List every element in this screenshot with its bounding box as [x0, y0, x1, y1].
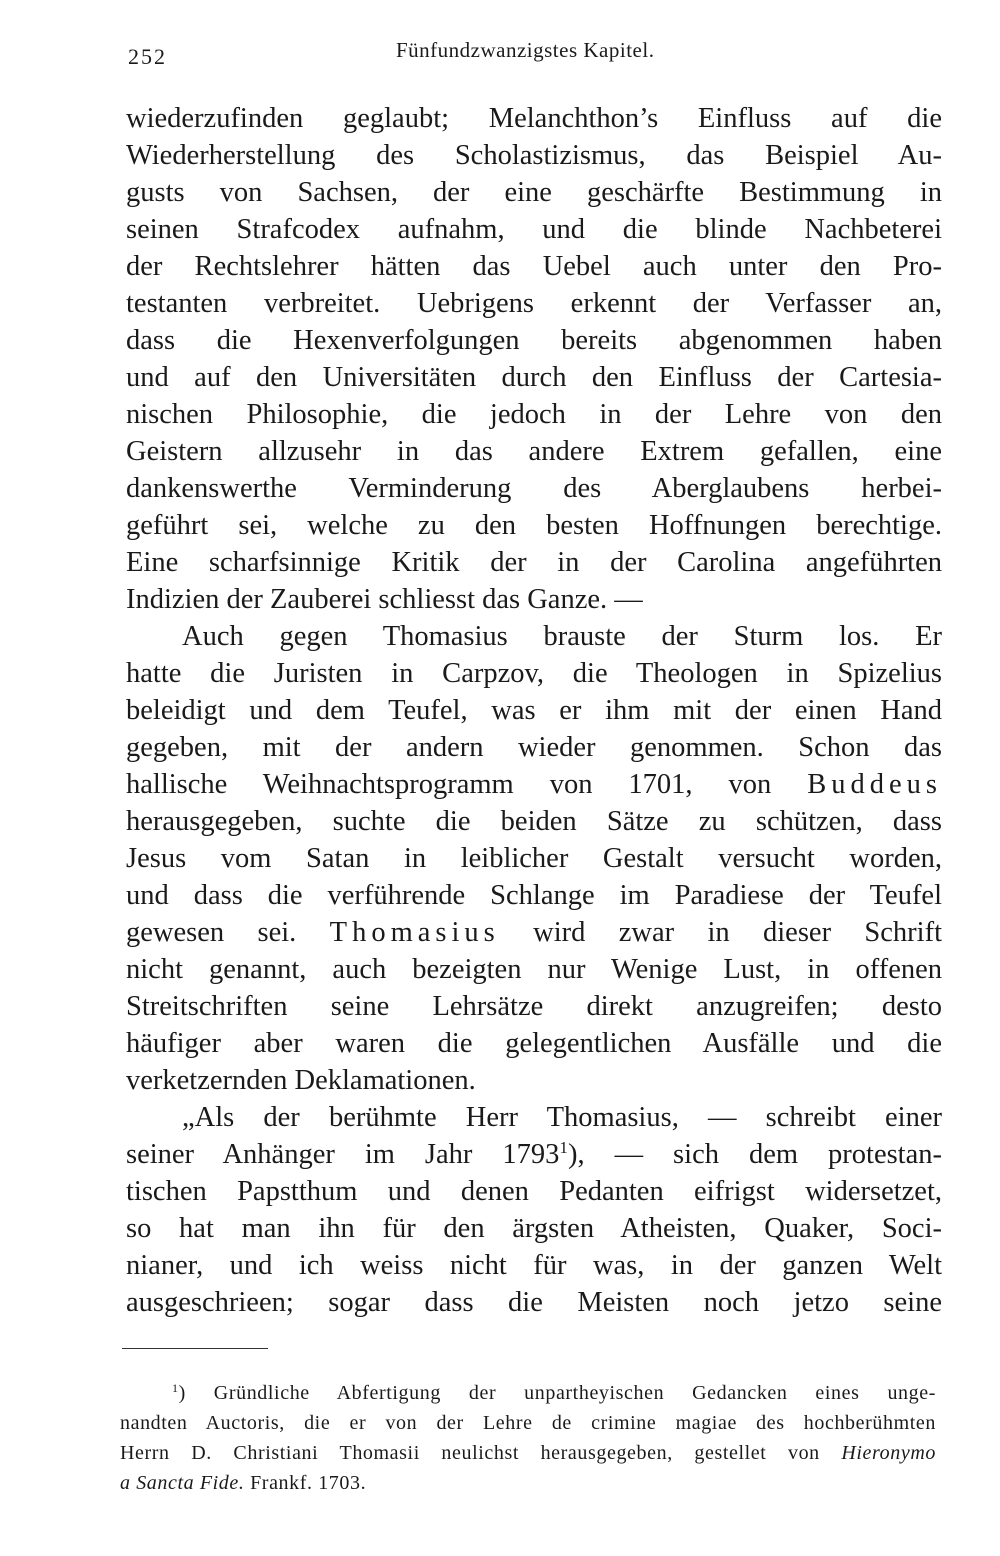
text-line: nianer, und ich weiss nicht für was, in der ganzen Welt: [126, 1250, 942, 1281]
text-line: tischen Papstthum und denen Pedanten eifrigst widersetzet,: [126, 1176, 942, 1207]
text-line: herausgegeben, suchte die beiden Sätze zu schützen, dass: [126, 806, 942, 837]
text-line: [126, 766, 942, 803]
text-fragment: gewesen sei.: [126, 917, 330, 948]
text-line: nicht genannt, auch bezeigten nur Wenige Lust, in offenen: [126, 954, 942, 985]
footnote-marker: 1: [172, 1380, 179, 1395]
main-text: [126, 100, 942, 1321]
text-line: so hat man ihn für den ärgsten Atheisten, Quaker, Soci-: [126, 1213, 942, 1244]
text-line: dankenswerthe Verminderung des Aberglaubens herbei-: [126, 473, 942, 504]
footnote-line: [120, 1438, 936, 1468]
text-fragment: ), — sich dem protestan-: [567, 1139, 942, 1170]
text-line: seinen Strafcodex aufnahm, und die blinde Nachbeterei: [126, 214, 942, 245]
footnote-divider: [122, 1348, 268, 1349]
footnote-reference: 1: [559, 1137, 568, 1157]
text-fragment: wird zwar in dieser Schrift: [499, 917, 942, 948]
text-fragment: Frankf. 1703.: [244, 1472, 367, 1494]
text-fragment: seiner Anhänger im Jahr 1793: [126, 1139, 560, 1170]
footnote-line: [120, 1468, 936, 1498]
footnotes: [120, 1378, 936, 1498]
footnote-line: [120, 1378, 936, 1408]
footnote-line: nandten Auctoris, die er von der Lehre de crimine magiae des hochberühmten: [120, 1412, 936, 1434]
italic-fragment: Hieronymo: [841, 1442, 936, 1464]
text-line: der Rechtslehrer hätten das Uebel auch unter den Pro-: [126, 251, 942, 282]
text-line: beleidigt und dem Teufel, was er ihm mit der einen Hand: [126, 695, 942, 726]
text-line: wiederzufinden geglaubt; Melanchthon’s Einfluss auf die: [126, 103, 942, 134]
text-line: Wiederherstellung des Scholastizismus, das Beispiel Au-: [126, 140, 942, 171]
text-line: [126, 1136, 942, 1173]
text-line: verketzernden Deklamationen.: [126, 1065, 476, 1096]
text-line: nischen Philosophie, die jedoch in der Lehre von den: [126, 399, 942, 430]
text-line: Jesus vom Satan in leiblicher Gestalt versucht worden,: [126, 843, 942, 874]
text-line: dass die Hexenverfolgungen bereits abgenommen haben: [126, 325, 942, 356]
paragraph-start-line: Auch gegen Thomasius brauste der Sturm los. Er: [182, 621, 942, 652]
text-line: Geistern allzusehr in das andere Extrem gefallen, eine: [126, 436, 942, 467]
text-line: ausgeschrieen; sogar dass die Meisten noch jetzo seine: [126, 1287, 942, 1318]
spaced-name-thomasius: Thomasius: [329, 917, 500, 948]
text-fragment: hallische Weihnachtsprogramm von 1701, von: [126, 769, 808, 800]
text-line: und auf den Universitäten durch den Einfluss der Cartesia-: [126, 362, 942, 393]
italic-fragment: a Sancta Fide.: [120, 1472, 245, 1494]
text-fragment: Herrn D. Christiani Thomasii neulichst herausgegeben, gestellet von: [120, 1442, 842, 1464]
page-number: 252: [128, 44, 167, 69]
text-line: testanten verbreitet. Uebrigens erkennt der Verfasser an,: [126, 288, 942, 319]
text-line: Streitschriften seine Lehrsätze direkt anzugreifen; desto: [126, 991, 942, 1022]
text-line: geführt sei, welche zu den besten Hoffnungen berechtige.: [126, 510, 942, 541]
text-line: häufiger aber waren die gelegentlichen Ausfälle und die: [126, 1028, 942, 1059]
page-header: [128, 38, 940, 78]
text-line: Eine scharfsinnige Kritik der in der Carolina angeführten: [126, 547, 942, 578]
spaced-name-buddeus: Buddeus: [807, 769, 942, 800]
text-line: Indizien der Zauberei schliesst das Ganze. —: [126, 584, 643, 615]
text-fragment: ) Gründliche Abfertigung der unpartheyischen Gedancken eines unge-: [178, 1382, 936, 1404]
text-line: gegeben, mit der andern wieder genommen. Schon das: [126, 732, 942, 763]
text-line: gusts von Sachsen, der eine geschärfte Bestimmung in: [126, 177, 942, 208]
paragraph-start-line: „Als der berühmte Herr Thomasius, — schreibt einer: [182, 1102, 942, 1133]
text-line: und dass die verführende Schlange im Paradiese der Teufel: [126, 880, 942, 911]
running-head: Fünfundzwanzigstes Kapitel.: [396, 38, 655, 62]
text-line: hatte die Juristen in Carpzov, die Theologen in Spizelius: [126, 658, 942, 689]
text-line: [126, 914, 942, 951]
